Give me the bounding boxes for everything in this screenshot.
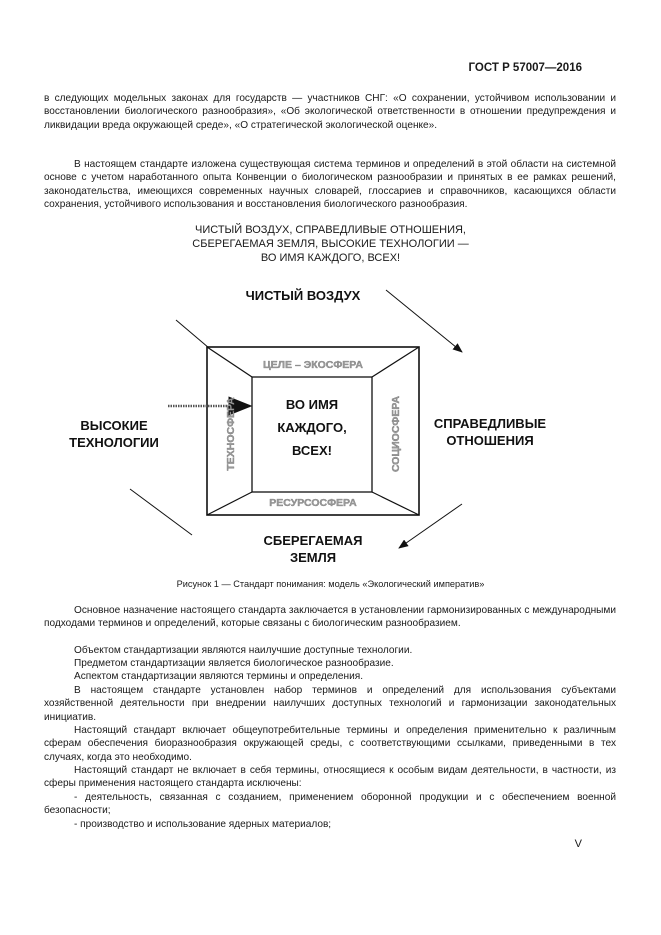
label-sociosphere: СОЦИОСФЕРА [390,395,402,473]
label-high-tech-line2: ТЕХНОЛОГИИ [69,435,159,450]
label-high-tech-line1: ВЫСОКИЕ [80,418,148,433]
list-item: - производство и использование ядерных материалов; [74,819,332,830]
arrow-top-right [386,290,462,352]
body-paragraph-subject: Предметом стандартизации является биологическое разнообразие. [74,658,394,669]
intro-paragraph-1: в следующих модельных законах для государств — участников СНГ: «О сохранении, устойчивом использовании и восстановлении биологического разнообразия», «Об экологической ответственности в отношении предупреждения и ликвидации вреда окружающей среде», «О стратегической экологической оценке». [44,93,616,131]
page-number: V [574,838,582,850]
label-clean-air: ЧИСТЫЙ ВОЗДУХ [245,288,361,303]
label-fair-relations-line2: ОТНОШЕНИЯ [446,433,534,448]
figure-heading-line: ЧИСТЫЙ ВОЗДУХ, СПРАВЕДЛИВЫЕ ОТНОШЕНИЯ, [195,224,466,236]
center-line-1: ВО ИМЯ [285,397,339,412]
label-technosphere: ТЕХНОСФЕРА [225,397,237,471]
label-resourcesphere: РЕСУРСОСФЕРА [269,497,357,509]
label-fair-relations-line1: СПРАВЕДЛИВЫЕ [433,416,547,431]
center-line-3: ВСЕХ! [292,443,332,458]
center-line-2: КАЖДОГО, [277,420,347,435]
body-paragraph-object: Объектом стандартизации являются наилучшие доступные технологии. [74,645,413,656]
corner-line [207,492,252,515]
body-paragraph-set: В настоящем стандарте установлен набор терминов и определений для использования субъектами хозяйственной деятельности при внедрении наилучших доступных технологий и гармонизации законодательных инициатив. [44,685,616,723]
corner-line [372,492,419,515]
body-paragraph-aspect: Аспектом стандартизации являются термины и определения. [74,671,364,682]
figure-caption: Рисунок 1 — Стандарт понимания: модель «Экологический императив» [176,579,485,589]
arrow-bottom-right [399,504,462,548]
diagonal-top-left [176,320,209,348]
standard-code: ГОСТ Р 57007—2016 [468,62,582,74]
label-ecosphere: ЦЕЛЕ – ЭКОСФЕРА [263,359,363,371]
body-paragraph-purpose: Основное назначение настоящего стандарта заключается в установлении гармонизированных с международными подходами терминов и определений, которые связаны с биологическим разнообразием. [44,605,616,630]
label-saved-earth-line2: ЗЕМЛЯ [289,550,337,565]
intro-paragraph-2: В настоящем стандарте изложена существующая система терминов и определений в этой области на системной основе с учетом наработанного опыта Конвенции о биологическом разнообразии и принятых в ее рамках решений, законодательства, имеющихся современных научных словарей, глоссариев и справочников, касающихся области сохранения, устойчивого использования и восстановления биологического разнообразия. [44,159,616,210]
list-item: - деятельность, связанная с созданием, применением оборонной продукции и с обеспечением военной безопасности; [44,792,616,817]
body-paragraph-includes: Настоящий стандарт включает общеупотребительные термины и определения применительно к различным сферам обеспечения биоразнообразия окружающей среды, с соответствующими ссылками, приведенными в тех случаях, когда это необходимо. [44,725,616,763]
figure-heading-line: ВО ИМЯ КАЖДОГО, ВСЕХ! [260,251,401,264]
corner-line [207,347,252,377]
diagonal-bottom-left [130,489,192,535]
ecological-imperative-diagram [0,270,661,580]
figure-heading [0,224,661,265]
label-saved-earth-line1: СБЕРЕГАЕМАЯ [263,533,363,548]
corner-line [372,347,419,377]
body-paragraph-excludes: Настоящий стандарт не включает в себя термины, относящиеся к особым видам деятельности, в частности, из сферы применения настоящего стандарта исключены: [44,765,616,790]
figure-heading-line: СБЕРЕГАЕМАЯ ЗЕМЛЯ, ВЫСОКИЕ ТЕХНОЛОГИИ — [192,237,469,250]
